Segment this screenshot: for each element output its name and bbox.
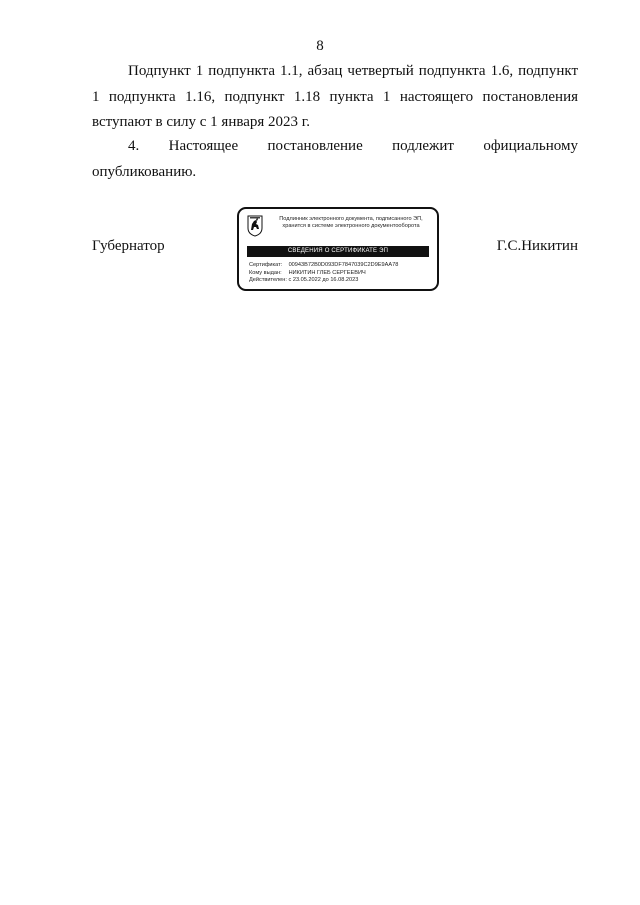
paragraph-effective-date bbox=[92, 59, 578, 136]
stamp-header bbox=[265, 216, 437, 230]
coat-of-arms-icon bbox=[247, 215, 263, 237]
certificate-label: Сертификат: bbox=[249, 262, 283, 268]
page-number: 8 bbox=[316, 38, 324, 54]
signatory-name: Г.С.Никитин bbox=[496, 238, 578, 254]
issued-to-row bbox=[249, 270, 433, 278]
issued-to-label: Кому выдан: bbox=[249, 269, 282, 276]
electronic-signature-stamp bbox=[237, 207, 439, 291]
stamp-header-line: Подлинник электронного документа, подписанного ЭП, bbox=[279, 216, 423, 222]
paragraph-text: Подпункт 1 подпункта 1.1, абзац четвертый подпункта 1.6, подпункт 1 подпункта 1.16, подпункт 1.18 пункта 1 настоящего постановления вступают в силу с 1 января 2023 г. bbox=[92, 63, 578, 130]
certificate-details bbox=[249, 262, 433, 285]
paragraph-text: 4. Настоящее постановление подлежит официальному опубликованию. bbox=[92, 138, 578, 180]
stamp-header-line: хранится в системе электронного документооборота bbox=[282, 223, 420, 229]
signatory-title: Губернатор bbox=[92, 238, 165, 254]
certificate-value: 00943B72B0D093DF7847039C2D9E9AA78 bbox=[288, 262, 399, 268]
validity-label: Действителен: bbox=[249, 277, 287, 283]
certificate-info-bar: СВЕДЕНИЯ О СЕРТИФИКАТЕ ЭП bbox=[247, 246, 429, 257]
issued-to-value: НИКИТИН ГЛЕБ СЕРГЕЕВИЧ bbox=[288, 269, 366, 276]
validity-row bbox=[249, 277, 433, 285]
certificate-row bbox=[249, 262, 433, 270]
paragraph-publication bbox=[92, 134, 578, 185]
validity-value: с 23.05.2022 до 16.08.2023 bbox=[288, 277, 359, 283]
